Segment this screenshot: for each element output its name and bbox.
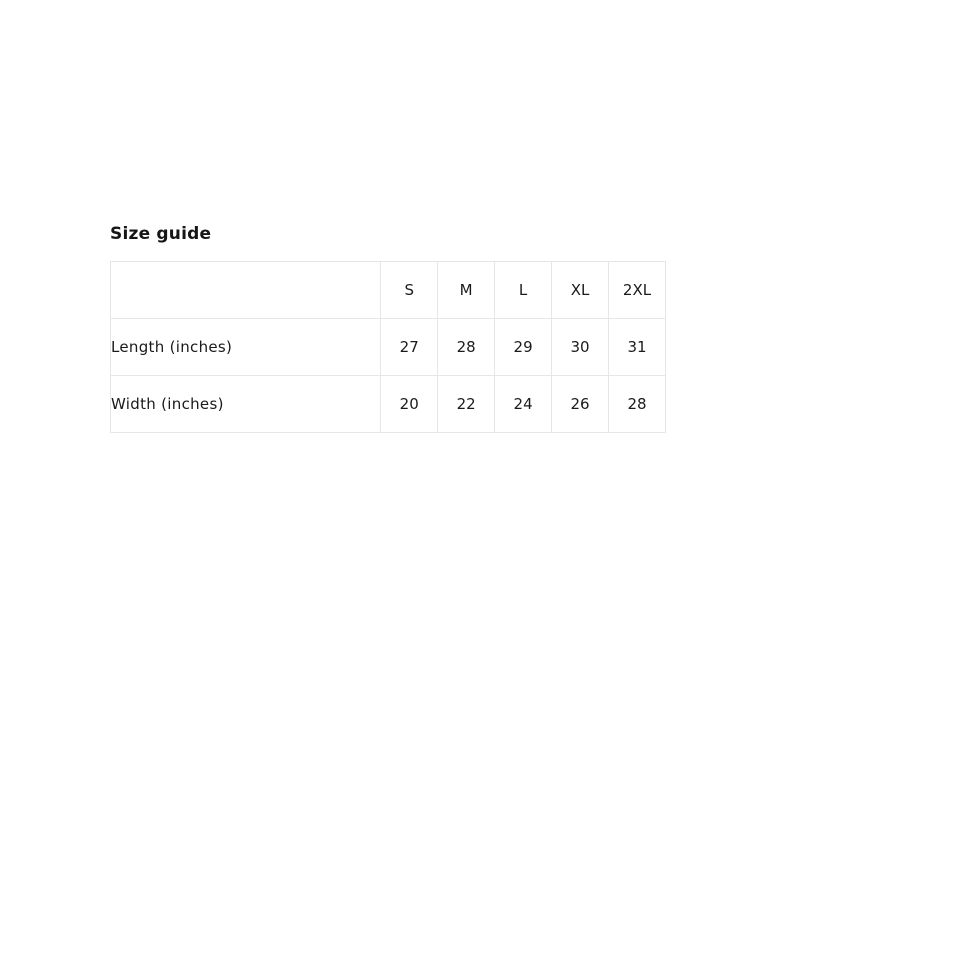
cell-width-2xl: 28 <box>609 376 666 433</box>
table-row <box>111 376 666 433</box>
column-header-s: S <box>381 262 438 319</box>
column-header-2xl: 2XL <box>609 262 666 319</box>
cell-width-xl: 26 <box>552 376 609 433</box>
size-guide-section <box>110 224 666 433</box>
table-row <box>111 319 666 376</box>
cell-length-xl: 30 <box>552 319 609 376</box>
cell-length-m: 28 <box>438 319 495 376</box>
cell-width-s: 20 <box>381 376 438 433</box>
column-header-xl: XL <box>552 262 609 319</box>
row-label-width: Width (inches) <box>111 376 381 433</box>
table-corner-cell <box>111 262 381 319</box>
cell-length-2xl: 31 <box>609 319 666 376</box>
row-label-length: Length (inches) <box>111 319 381 376</box>
size-guide-table <box>110 261 666 433</box>
column-header-m: M <box>438 262 495 319</box>
column-header-l: L <box>495 262 552 319</box>
cell-length-s: 27 <box>381 319 438 376</box>
cell-width-m: 22 <box>438 376 495 433</box>
cell-width-l: 24 <box>495 376 552 433</box>
size-guide-title: Size guide <box>110 224 212 244</box>
table-header-row <box>111 262 666 319</box>
cell-length-l: 29 <box>495 319 552 376</box>
